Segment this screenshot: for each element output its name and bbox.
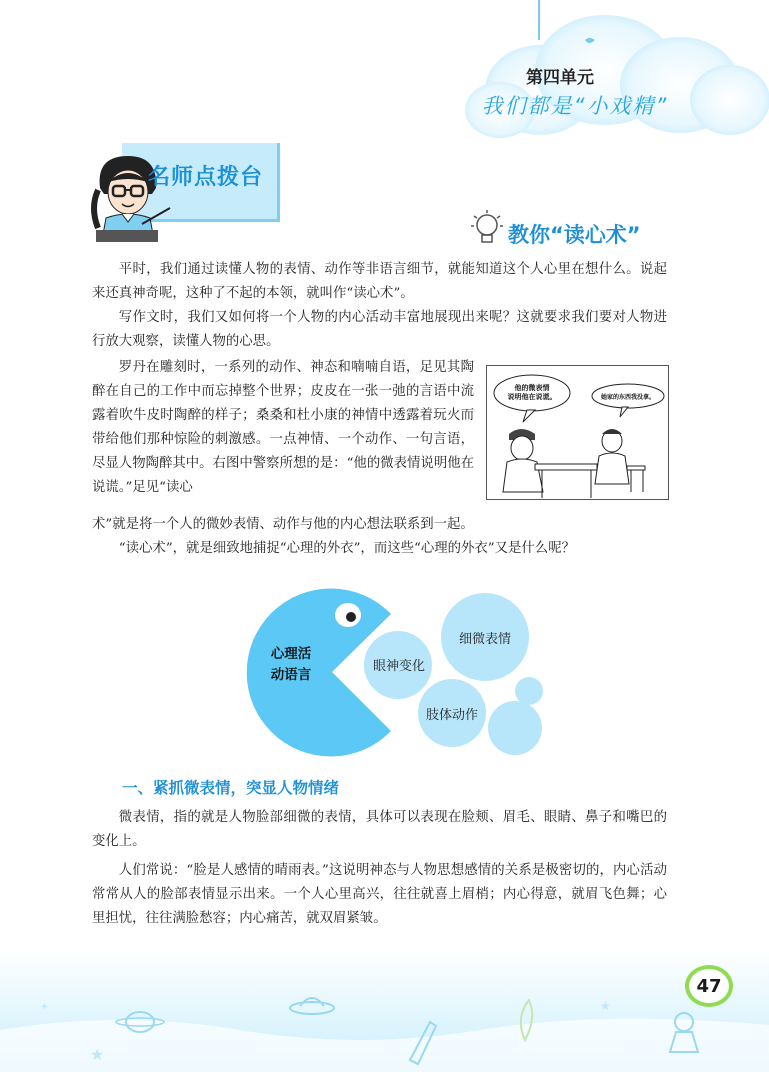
unit-subtitle: 我们都是“小戏精”	[481, 94, 669, 118]
center-label-line1: 心理活	[270, 646, 312, 662]
svg-text:✦: ✦	[40, 1002, 49, 1013]
page-number: 47	[685, 965, 733, 1007]
boy-speech: 她家的东西我没拿。	[600, 394, 656, 401]
police-speech-line2: 说明他在说谎。	[507, 393, 557, 401]
unit-title: 第四单元	[526, 68, 594, 88]
comic-illustration	[486, 365, 669, 500]
bubble-label-eye-change: 眼神变化	[372, 659, 425, 674]
svg-text:★: ★	[600, 999, 611, 1013]
diagram-center-label	[259, 644, 323, 686]
paragraph-4: “读心术”，就是细致地捕捉“心理的外衣”，而这些“心理的外衣”又是什么呢？	[118, 541, 575, 556]
subsection-paragraph-2: 人们常说：“脸是人感情的晴雨表。”这说明神态与人物思想感情的关系是极密切的，内心活动常常从人的脸部表情显示出来。一个人心里高兴，往往就喜上眉梢；内心得意，就眉飞色舞；心里担忧，往往满脸愁容；内心痛苦，就双眉紧皱。	[92, 863, 667, 926]
paragraph-1: 平时，我们通过读懂人物的表情、动作等非语言细节，就能知道这个人心里在想什么。说起来还真神奇呢，这种了不起的本领，就叫作“读心术”。	[92, 262, 667, 301]
pacman-pupil	[346, 612, 356, 622]
paragraph-3-continued: 术”就是将一个人的微妙表情、动作与他的内心想法联系到一起。	[92, 517, 474, 532]
center-label-line2: 动语言	[270, 667, 312, 683]
bubble-label-body-movement: 肢体动作	[425, 708, 478, 723]
svg-text:★: ★	[90, 1045, 105, 1064]
paragraph-2: 写作文时，我们又如何将一个人物的内心活动丰富地展现出来呢？这就要求我们要对人物进行放大观察，读懂人物的心思。	[92, 310, 667, 349]
subsection-heading: 一、紧抓微表情，突显人物情绪	[122, 779, 340, 797]
footer-decoration	[0, 950, 769, 1072]
subsection-paragraph-1: 微表情，指的就是人物脸部细微的表情，具体可以表现在脸颊、眉毛、眼睛、鼻子和嘴巴的变化上。	[92, 810, 667, 849]
concept-diagram	[245, 585, 555, 760]
bubble-medium	[488, 701, 542, 755]
police-speech-line1: 他的微表情	[514, 384, 550, 392]
bubble-label-micro-expression: 细微表情	[458, 632, 511, 647]
paragraph-3: 罗丹在雕刻时，一系列的动作、神态和喃喃自语，足见其陶醉在自己的工作中而忘掉整个世界；皮皮在一张一弛的言语中流露着吹牛皮时陶醉的样子；桑桑和杜小康的神情中透露着玩火而带给他们那种惊险的刺激感。一点神情、一个动作、一句言语，尽显人物陶醉其中。右图中警察所想的是：“他的微表情说明他在说谎。”足见“读心	[92, 360, 474, 495]
banner-title: 名师点拨台	[148, 165, 264, 190]
section-heading: 教你“读心术”	[508, 223, 641, 247]
bubble-small	[515, 677, 543, 705]
lightbulb-icon	[470, 208, 504, 248]
